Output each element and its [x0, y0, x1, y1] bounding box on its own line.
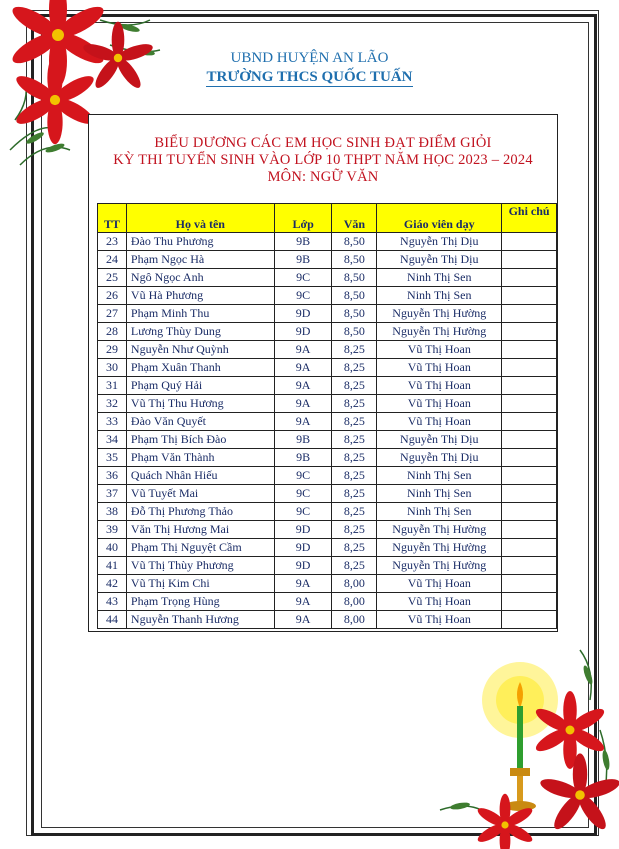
cell-teacher: Vũ Thị Hoan: [377, 359, 502, 377]
table-row: [98, 485, 557, 503]
cell-class: 9D: [274, 539, 332, 557]
cell-teacher: Ninh Thị Sen: [377, 467, 502, 485]
cell-tt: 41: [98, 557, 127, 575]
cell-score: 8,25: [332, 467, 377, 485]
table-row: [98, 449, 557, 467]
cell-note: [502, 485, 557, 503]
cell-teacher: Nguyễn Thị Dịu: [377, 449, 502, 467]
cell-score: 8,00: [332, 593, 377, 611]
cell-class: 9D: [274, 323, 332, 341]
table-row: [98, 503, 557, 521]
cell-teacher: Nguyễn Thị Hường: [377, 521, 502, 539]
cell-score: 8,25: [332, 539, 377, 557]
cell-teacher: Nguyễn Thị Dịu: [377, 251, 502, 269]
cell-note: [502, 413, 557, 431]
cell-tt: 39: [98, 521, 127, 539]
cell-note: [502, 323, 557, 341]
title-line-3: MÔN: NGỮ VĂN: [267, 169, 379, 185]
cell-score: 8,25: [332, 557, 377, 575]
cell-teacher: Ninh Thị Sen: [377, 269, 502, 287]
cell-class: 9C: [274, 485, 332, 503]
cell-score: 8,25: [332, 431, 377, 449]
cell-teacher: Nguyễn Thị Dịu: [377, 233, 502, 251]
cell-name: Phạm Minh Thu: [126, 305, 274, 323]
cell-tt: 27: [98, 305, 127, 323]
table-row: [98, 233, 557, 251]
table-row: [98, 575, 557, 593]
cell-tt: 29: [98, 341, 127, 359]
header-score: Văn: [332, 204, 377, 233]
cell-name: Văn Thị Hương Mai: [126, 521, 274, 539]
cell-teacher: Vũ Thị Hoan: [377, 611, 502, 629]
table-row: [98, 305, 557, 323]
cell-score: 8,25: [332, 359, 377, 377]
cell-note: [502, 341, 557, 359]
table-row: [98, 341, 557, 359]
cell-teacher: Vũ Thị Hoan: [377, 341, 502, 359]
cell-tt: 26: [98, 287, 127, 305]
cell-class: 9D: [274, 521, 332, 539]
cell-teacher: Ninh Thị Sen: [377, 287, 502, 305]
cell-note: [502, 521, 557, 539]
cell-score: 8,50: [332, 323, 377, 341]
cell-class: 9B: [274, 251, 332, 269]
cell-score: 8,50: [332, 305, 377, 323]
cell-score: 8,25: [332, 485, 377, 503]
cell-teacher: Nguyễn Thị Hường: [377, 305, 502, 323]
cell-name: Quách Nhân Hiếu: [126, 467, 274, 485]
cell-class: 9A: [274, 395, 332, 413]
cell-score: 8,50: [332, 287, 377, 305]
cell-teacher: Nguyễn Thị Hường: [377, 323, 502, 341]
cell-note: [502, 269, 557, 287]
cell-tt: 44: [98, 611, 127, 629]
table-row: [98, 593, 557, 611]
cell-class: 9C: [274, 503, 332, 521]
cell-score: 8,50: [332, 251, 377, 269]
cell-teacher: Nguyễn Thị Dịu: [377, 431, 502, 449]
cell-name: Lương Thùy Dung: [126, 323, 274, 341]
cell-class: 9B: [274, 233, 332, 251]
title-line-1: BIỂU DƯƠNG CÁC EM HỌC SINH ĐẠT ĐIỂM GIỎI: [154, 135, 492, 151]
cell-name: Vũ Tuyết Mai: [126, 485, 274, 503]
cell-score: 8,50: [332, 233, 377, 251]
cell-name: Đào Văn Quyết: [126, 413, 274, 431]
cell-tt: 25: [98, 269, 127, 287]
cell-teacher: Vũ Thị Hoan: [377, 575, 502, 593]
table-row: [98, 377, 557, 395]
students-table: [97, 203, 557, 629]
cell-note: [502, 251, 557, 269]
school-name-text: TRƯỜNG THCS QUỐC TUẤN: [206, 69, 413, 85]
cell-class: 9A: [274, 359, 332, 377]
cell-name: Phạm Thị Nguyệt Cầm: [126, 539, 274, 557]
cell-tt: 36: [98, 467, 127, 485]
header-note: Ghi chú: [502, 204, 557, 233]
header-class: Lớp: [274, 204, 332, 233]
cell-class: 9C: [274, 269, 332, 287]
cell-note: [502, 467, 557, 485]
candle-poinsettia-bottom-right-icon: [420, 630, 619, 849]
cell-note: [502, 503, 557, 521]
table-row: [98, 323, 557, 341]
cell-class: 9D: [274, 557, 332, 575]
cell-class: 9A: [274, 377, 332, 395]
cell-name: Ngô Ngọc Anh: [126, 269, 274, 287]
cell-class: 9C: [274, 287, 332, 305]
cell-note: [502, 233, 557, 251]
cell-name: Phạm Thị Bích Đào: [126, 431, 274, 449]
cell-note: [502, 557, 557, 575]
cell-note: [502, 377, 557, 395]
cell-name: Vũ Thị Thùy Phương: [126, 557, 274, 575]
table-row: [98, 359, 557, 377]
cell-teacher: Nguyễn Thị Hường: [377, 539, 502, 557]
table-row: [98, 251, 557, 269]
table-row: [98, 467, 557, 485]
cell-note: [502, 359, 557, 377]
cell-name: Phạm Quý Hải: [126, 377, 274, 395]
cell-score: 8,00: [332, 575, 377, 593]
cell-note: [502, 449, 557, 467]
cell-name: Đỗ Thị Phương Thảo: [126, 503, 274, 521]
cell-note: [502, 395, 557, 413]
cell-class: 9A: [274, 611, 332, 629]
honor-panel: [88, 114, 558, 632]
table-row: [98, 395, 557, 413]
table-row: [98, 557, 557, 575]
cell-tt: 28: [98, 323, 127, 341]
header-teacher: Giáo viên dạy: [377, 204, 502, 233]
cell-class: 9C: [274, 467, 332, 485]
cell-name: Phạm Xuân Thanh: [126, 359, 274, 377]
cell-class: 9B: [274, 449, 332, 467]
cell-class: 9D: [274, 305, 332, 323]
cell-tt: 40: [98, 539, 127, 557]
cell-score: 8,25: [332, 341, 377, 359]
cell-score: 8,00: [332, 611, 377, 629]
cell-teacher: Ninh Thị Sen: [377, 503, 502, 521]
cell-tt: 38: [98, 503, 127, 521]
cell-score: 8,25: [332, 503, 377, 521]
cell-tt: 23: [98, 233, 127, 251]
cell-name: Nguyễn Thanh Hương: [126, 611, 274, 629]
cell-name: Vũ Thị Thu Hương: [126, 395, 274, 413]
title-line-2: KỲ THI TUYỂN SINH VÀO LỚP 10 THPT NĂM HỌC 2023 – 2024: [113, 152, 533, 168]
cell-tt: 30: [98, 359, 127, 377]
cell-note: [502, 305, 557, 323]
cell-tt: 37: [98, 485, 127, 503]
cell-teacher: Nguyễn Thị Hường: [377, 557, 502, 575]
cell-class: 9A: [274, 575, 332, 593]
table-row: [98, 269, 557, 287]
cell-teacher: Vũ Thị Hoan: [377, 413, 502, 431]
header-tt: TT: [98, 204, 127, 233]
cell-class: 9A: [274, 413, 332, 431]
cell-note: [502, 287, 557, 305]
cell-name: Đào Thu Phương: [126, 233, 274, 251]
table-row: [98, 431, 557, 449]
cell-name: Phạm Ngọc Hà: [126, 251, 274, 269]
cell-teacher: Vũ Thị Hoan: [377, 395, 502, 413]
cell-name: Vũ Hà Phương: [126, 287, 274, 305]
cell-note: [502, 539, 557, 557]
header-name: Họ và tên: [126, 204, 274, 233]
cell-tt: 24: [98, 251, 127, 269]
district-name: UBND HUYỆN AN LÃO: [230, 50, 389, 66]
cell-name: Nguyễn Như Quỳnh: [126, 341, 274, 359]
cell-note: [502, 431, 557, 449]
cell-tt: 33: [98, 413, 127, 431]
cell-score: 8,50: [332, 269, 377, 287]
school-name: [0, 69, 619, 86]
cell-tt: 31: [98, 377, 127, 395]
table-row: [98, 521, 557, 539]
cell-tt: 35: [98, 449, 127, 467]
cell-class: 9A: [274, 593, 332, 611]
cell-note: [502, 593, 557, 611]
cell-tt: 43: [98, 593, 127, 611]
cell-note: [502, 611, 557, 629]
cell-score: 8,25: [332, 521, 377, 539]
cell-score: 8,25: [332, 413, 377, 431]
table-row: [98, 413, 557, 431]
table-header-row: [98, 204, 557, 233]
cell-score: 8,25: [332, 449, 377, 467]
cell-teacher: Vũ Thị Hoan: [377, 593, 502, 611]
cell-name: Vũ Thị Kim Chi: [126, 575, 274, 593]
cell-teacher: Vũ Thị Hoan: [377, 377, 502, 395]
cell-name: Phạm Văn Thành: [126, 449, 274, 467]
table-row: [98, 539, 557, 557]
cell-score: 8,25: [332, 377, 377, 395]
table-row: [98, 287, 557, 305]
cell-tt: 32: [98, 395, 127, 413]
cell-tt: 42: [98, 575, 127, 593]
cell-score: 8,25: [332, 395, 377, 413]
cell-name: Phạm Trọng Hùng: [126, 593, 274, 611]
cell-teacher: Ninh Thị Sen: [377, 485, 502, 503]
table-row: [98, 611, 557, 629]
cell-class: 9A: [274, 341, 332, 359]
cell-class: 9B: [274, 431, 332, 449]
cell-tt: 34: [98, 431, 127, 449]
cell-note: [502, 575, 557, 593]
